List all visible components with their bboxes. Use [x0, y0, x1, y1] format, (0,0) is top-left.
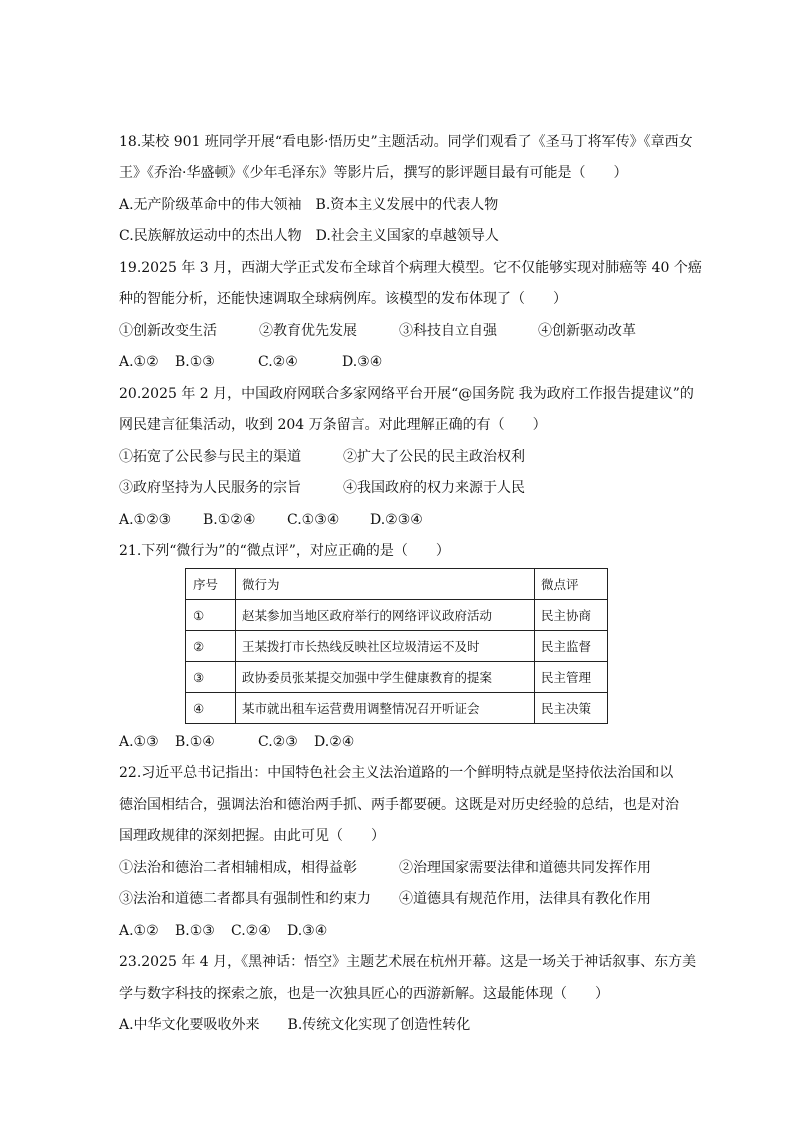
q22-stem-line2: 德治国相结合，强调法治和德治两手抓、两手都要硬。这既是对历史经验的总结，也是对治 — [119, 797, 679, 813]
table-row — [186, 631, 608, 662]
q19-answer-d: D.③④ — [342, 354, 383, 370]
q22-item-4: ④道德具有规范作用，法律具有教化作用 — [399, 891, 651, 907]
table-header-cell: 微行为 — [236, 569, 535, 600]
q19-item-2: ②教育优先发展 — [259, 323, 357, 339]
table-cell: ④ — [186, 693, 236, 724]
table-row — [186, 662, 608, 693]
q21-stem: 21.下列“微行为”的“微点评”，对应正确的是（ ） — [119, 543, 450, 559]
table-cell: ③ — [186, 662, 236, 693]
q18-options-line2: C.民族解放运动中的杰出人物 D.社会主义国家的卓越领导人 — [119, 228, 499, 244]
q21-answer-c: C.②③ — [258, 734, 298, 750]
table-header-cell: 序号 — [186, 569, 236, 600]
q19-answer-a: A.①② — [119, 354, 159, 370]
q22-answer-c: C.②④ — [231, 923, 271, 939]
q18-options-line1: A.无产阶级革命中的伟大领袖 B.资本主义发展中的代表人物 — [119, 197, 499, 213]
table-cell: 政协委员张某提交加强中学生健康教育的提案 — [236, 662, 535, 693]
table-cell: 民主监督 — [535, 631, 608, 662]
table-row — [186, 600, 608, 631]
q19-stem-line1: 19.2025 年 3 月，西湖大学正式发布全球首个病理大模型。它不仅能够实现对肺癌等 40 个癌 — [119, 260, 702, 276]
q20-stem-line1: 20.2025 年 2 月，中国政府网联合多家网络平台开展“@国务院 我为政府工作报告提建议”的 — [119, 386, 694, 402]
q18-stem-line1: 18.某校 901 班同学开展“看电影·悟历史”主题活动。同学们观看了《圣马丁将军传》《章西女 — [119, 134, 693, 150]
q19-item-4: ④创新驱动改革 — [538, 323, 636, 339]
q20-item-3: ③政府坚持为人民服务的宗旨 — [119, 480, 301, 496]
q20-answer-b: B.①②④ — [203, 512, 256, 528]
q20-item-1: ①拓宽了公民参与民主的渠道 — [119, 449, 301, 465]
q20-item-4: ④我国政府的权力来源于人民 — [343, 480, 525, 496]
table-cell: ② — [186, 631, 236, 662]
q19-item-3: ③科技自立自强 — [399, 323, 497, 339]
q22-item-1: ①法治和德治二者相辅相成，相得益彰 — [119, 860, 357, 876]
table-cell: 王某拨打市长热线反映社区垃圾清运不及时 — [236, 631, 535, 662]
table-cell: ① — [186, 600, 236, 631]
q22-stem-line1: 22.习近平总书记指出：中国特色社会主义法治道路的一个鲜明特点就是坚持依法治国和以 — [119, 765, 674, 781]
table-cell: 某市就出租车运营费用调整情况召开听证会 — [236, 693, 535, 724]
q20-answer-c: C.①③④ — [287, 512, 340, 528]
q20-stem-line2: 网民建言征集活动，收到 204 万条留言。对此理解正确的有（ ） — [119, 417, 547, 433]
q19-item-1: ①创新改变生活 — [119, 323, 217, 339]
q21-table — [185, 568, 608, 724]
q21-answer-b: B.①④ — [175, 734, 215, 750]
table-row — [186, 693, 608, 724]
q22-answer-d: D.③④ — [287, 923, 328, 939]
q19-stem-line2: 种的智能分析，还能快速调取全球病例库。该模型的发布体现了（ ） — [119, 291, 567, 307]
q22-item-2: ②治理国家需要法律和道德共同发挥作用 — [399, 860, 651, 876]
q22-answer-a: A.①② — [119, 923, 159, 939]
table-cell: 民主协商 — [535, 600, 608, 631]
q23-options-line1: A.中华文化要吸收外来 B.传统文化实现了创造性转化 — [119, 1017, 471, 1033]
q21-answer-d: D.②④ — [314, 734, 355, 750]
table-header-cell: 微点评 — [535, 569, 608, 600]
q20-answer-d: D.②③④ — [370, 512, 423, 528]
q23-stem-line1: 23.2025 年 4 月，《黑神话：悟空》主题艺术展在杭州开幕。这是一场关于神话叙事、东方美 — [119, 954, 697, 970]
q22-item-3: ③法治和道德二者都具有强制性和约束力 — [119, 891, 371, 907]
q20-item-2: ②扩大了公民的民主政治权利 — [343, 449, 525, 465]
q23-stem-line2: 学与数字科技的探索之旅，也是一次独具匠心的西游新解。这最能体现（ ） — [119, 986, 609, 1002]
table-header-row — [186, 569, 608, 600]
q21-answer-a: A.①③ — [119, 734, 159, 750]
table-cell: 民主管理 — [535, 662, 608, 693]
q22-stem-line3: 国理政规律的深刻把握。由此可见（ ） — [119, 828, 385, 844]
q22-answer-b: B.①③ — [175, 923, 215, 939]
q19-answer-b: B.①③ — [175, 354, 215, 370]
table-cell: 民主决策 — [535, 693, 608, 724]
table-cell: 赵某参加当地区政府举行的网络评议政府活动 — [236, 600, 535, 631]
q20-answer-a: A.①②③ — [119, 512, 172, 528]
q19-answer-c: C.②④ — [258, 354, 298, 370]
q18-stem-line2: 王》《乔治·华盛顿》《少年毛泽东》等影片后，撰写的影评题目最有可能是（ ） — [119, 165, 628, 181]
